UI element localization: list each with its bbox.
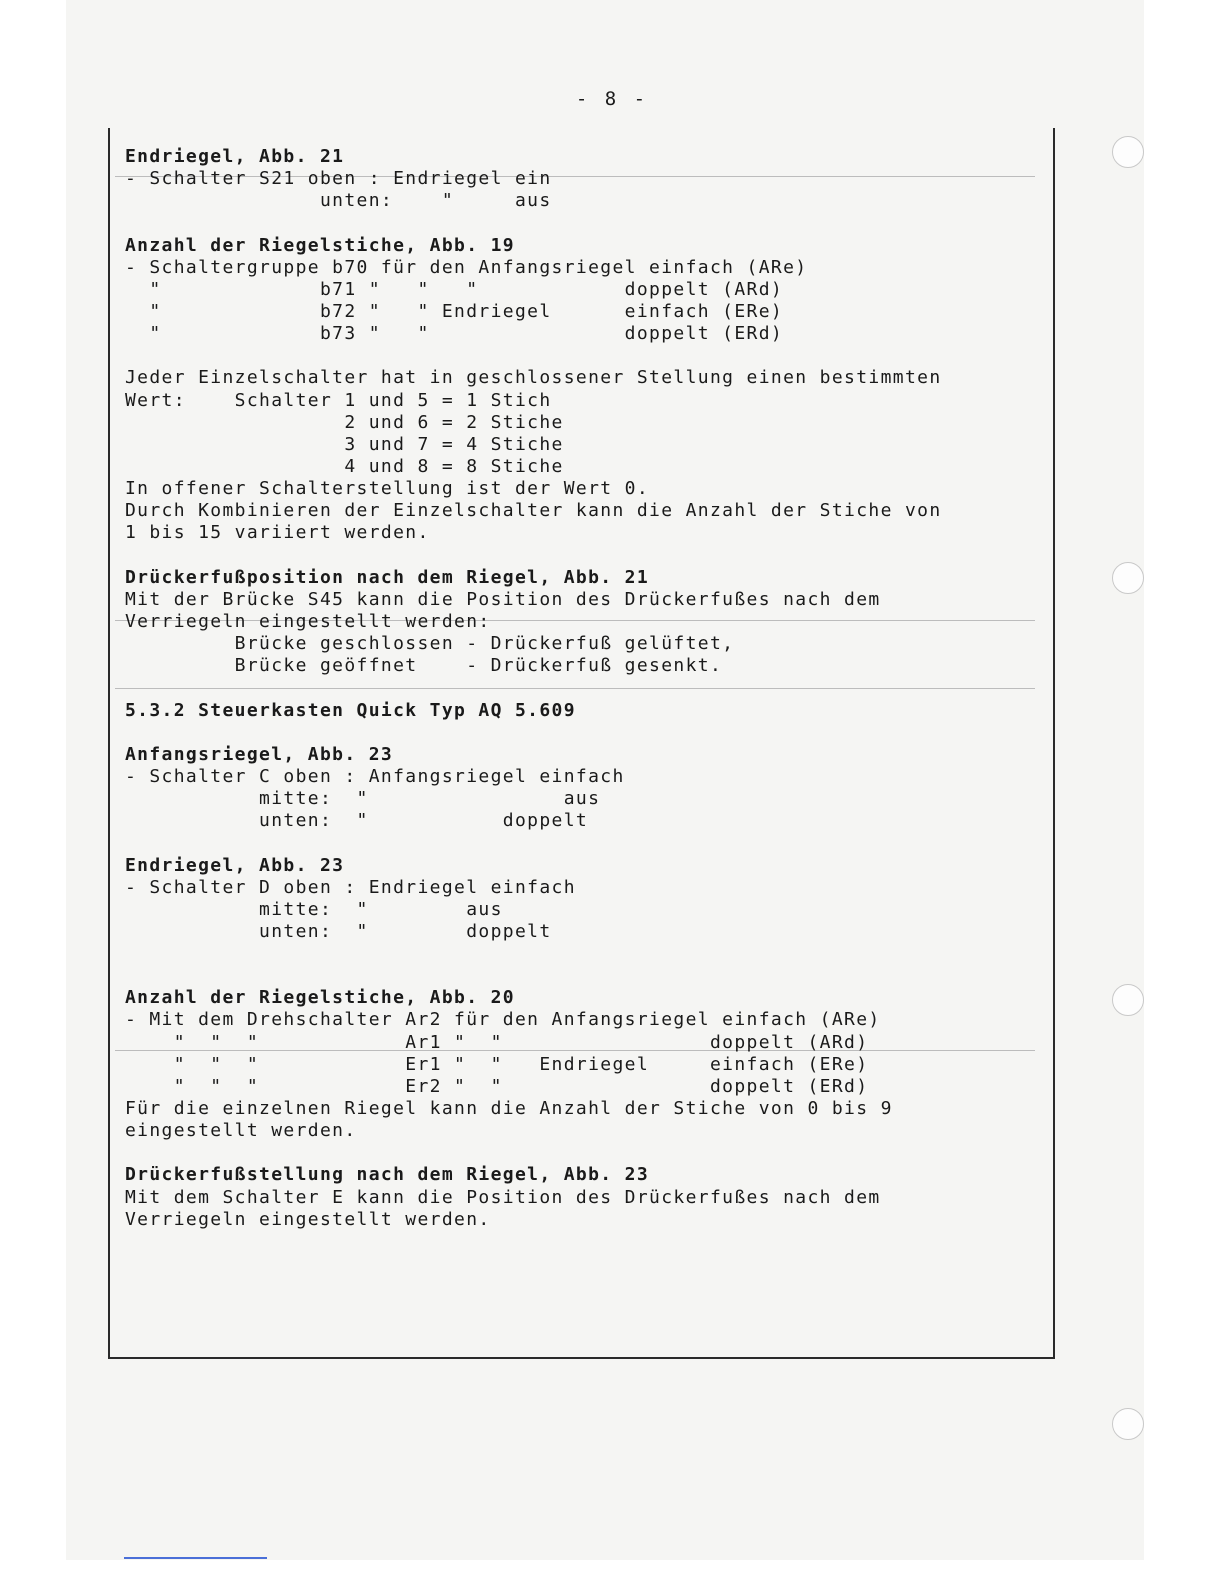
blank-line [125,345,1030,367]
text-line: 3 und 7 = 4 Stiche [125,433,564,455]
text-line: " " " Ar1 " " doppelt (ARd) [125,1031,869,1053]
document-body [125,146,1030,1231]
blank-line [125,943,1030,965]
text-line: Wert: Schalter 1 und 5 = 1 Stich [125,389,552,411]
text-line: Brücke geschlossen - Drückerfuß gelüftet, [125,633,735,655]
text-line: - Schalter D oben : Endriegel einfach [125,876,576,898]
text-line: Verriegeln eingestellt werden. [125,1208,491,1230]
blank-line [125,832,1030,854]
text-line: unten: " aus [125,190,552,212]
text-line: Verriegeln eingestellt werden: [125,610,491,632]
section-heading: Endriegel, Abb. 21 [125,146,345,167]
footer-link-underline [124,1557,267,1559]
section-heading: Anzahl der Riegelstiche, Abb. 19 [125,234,515,256]
blank-line [125,212,1030,234]
text-line: Durch Kombinieren der Einzelschalter kann die Anzahl der Stiche von [125,500,942,522]
text-line: " " " Er1 " " Endriegel einfach (ERe) [125,1053,869,1075]
section-heading: Anfangsriegel, Abb. 23 [125,743,394,765]
section-heading: 5.3.2 Steuerkasten Quick Typ AQ 5.609 [125,699,576,721]
text-line: eingestellt werden. [125,1120,357,1142]
punch-hole-1 [1112,136,1144,168]
blank-line [125,1142,1030,1164]
text-line: Brücke geöffnet - Drückerfuß gesenkt. [125,655,723,677]
text-line: mitte: " aus [125,898,503,920]
text-line: " b73 " " doppelt (ERd) [125,323,784,345]
section-heading: Anzahl der Riegelstiche, Abb. 20 [125,987,515,1009]
text-line: 4 und 8 = 8 Stiche [125,455,564,477]
punch-hole-4 [1112,1408,1144,1440]
text-line: " " " Er2 " " doppelt (ERd) [125,1075,869,1097]
text-line: - Schalter C oben : Anfangsriegel einfach [125,765,625,787]
text-line: unten: " doppelt [125,810,589,832]
text-line: mitte: " aus [125,788,601,810]
text-line: Mit dem Schalter E kann die Position des Drückerfußes nach dem [125,1186,881,1208]
text-line: Für die einzelnen Riegel kann die Anzahl der Stiche von 0 bis 9 [125,1098,893,1120]
blank-line [125,545,1030,567]
text-line: - Mit dem Drehschalter Ar2 für den Anfangsriegel einfach (ARe) [125,1009,881,1031]
text-line: In offener Schalterstellung ist der Wert 0. [125,478,650,500]
blank-line [125,722,1030,744]
text-line: - Schaltergruppe b70 für den Anfangsriegel einfach (ARe) [125,256,808,278]
page-number: - 8 - [575,88,649,110]
section-heading: Drückerfußstellung nach dem Riegel, Abb. 23 [125,1164,650,1186]
text-line: Jeder Einzelschalter hat in geschlossener Stellung einen bestimmten [125,367,942,389]
blank-line [125,677,1030,699]
text-line: 2 und 6 = 2 Stiche [125,411,564,433]
text-line: " b71 " " " doppelt (ARd) [125,278,784,300]
punch-hole-2 [1112,562,1144,594]
punch-hole-3 [1112,984,1144,1016]
section-heading: Drückerfußposition nach dem Riegel, Abb. 21 [125,566,650,588]
blank-line [125,965,1030,987]
text-line: 1 bis 15 variiert werden. [125,522,430,544]
text-line: " b72 " " Endriegel einfach (ERe) [125,300,784,322]
section-heading: Endriegel, Abb. 23 [125,854,345,876]
text-line: - Schalter S21 oben : Endriegel ein [125,168,552,190]
text-line: Mit der Brücke S45 kann die Position des Drückerfußes nach dem [125,588,881,610]
text-line: unten: " doppelt [125,920,552,942]
